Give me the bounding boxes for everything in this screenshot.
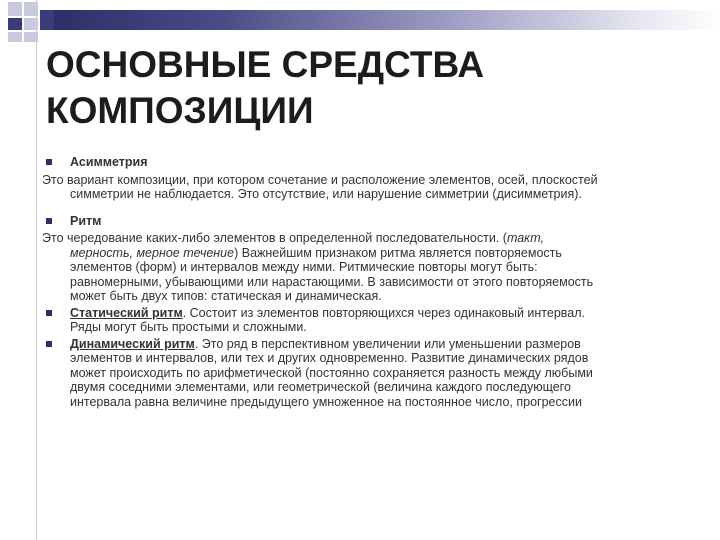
dynamic-rhythm-line-5: интервала равна величине предыдущего умноженное на постоянное число, прогрессии bbox=[70, 394, 582, 409]
decor-square-3 bbox=[40, 10, 54, 30]
asymmetry-text bbox=[42, 173, 682, 202]
rhythm-text bbox=[42, 231, 682, 304]
rhythm-text-a: Это чередование каких-либо элементов в определенной последовательности. ( bbox=[42, 231, 507, 245]
asymmetry-text-line-1: Это вариант композиции, при котором сочетание и расположение элементов, осей, плоскостей bbox=[42, 172, 598, 187]
dynamic-rhythm-text-1: . Это ряд в перспективном увеличении или уменьшении размеров bbox=[194, 336, 581, 351]
slide-title bbox=[46, 42, 686, 134]
asymmetry-heading: Асимметрия bbox=[70, 155, 148, 169]
rhythm-heading: Ритм bbox=[70, 213, 102, 228]
rhythm-text-b: ) Важнейшим признаком ритма является повторяемость bbox=[234, 245, 562, 260]
square-bullet-icon bbox=[46, 341, 52, 347]
dynamic-rhythm-line-2: элементов и интервалов, или тех и других одновременно. Развитие динамических рядов bbox=[70, 351, 589, 365]
bullet-dynamic-rhythm bbox=[42, 337, 682, 410]
bullet-asymmetry bbox=[42, 155, 682, 170]
title-line-2: КОМПОЗИЦИИ bbox=[46, 90, 314, 131]
decor-gradient-bar bbox=[54, 10, 720, 30]
static-rhythm-text-1: . Состоит из элементов повторяющихся через одинаковый интервал. bbox=[182, 305, 586, 320]
square-bullet-icon bbox=[46, 159, 52, 165]
bullet-static-rhythm bbox=[42, 306, 682, 335]
static-rhythm-text-2: Ряды могут быть простыми и сложными. bbox=[70, 320, 307, 334]
rhythm-line-5: может быть двух типов: статическая и динамическая. bbox=[70, 289, 382, 303]
static-rhythm-term: Статический ритм bbox=[70, 305, 183, 320]
rhythm-italic-2: мерность, мерное течение bbox=[70, 245, 235, 260]
rhythm-italic-1: такт, bbox=[506, 231, 544, 245]
decor-square-1 bbox=[8, 2, 22, 16]
square-bullet-icon bbox=[46, 218, 52, 224]
decor-square-4 bbox=[8, 18, 22, 30]
rhythm-line-4: равномерными, убывающими или нарастающими. В зависимости от этого повторяемость bbox=[70, 274, 594, 289]
title-line-1: ОСНОВНЫЕ СРЕДСТВА bbox=[46, 44, 485, 85]
bullet-rhythm bbox=[42, 214, 682, 229]
decor-square-7 bbox=[24, 32, 38, 42]
dynamic-rhythm-line-4: двумя соседними элементами, или геометрической (величина каждого последующего bbox=[70, 380, 571, 394]
square-bullet-icon bbox=[46, 310, 52, 316]
asymmetry-text-line-2: симметрии не наблюдается. Это отсутствие, или нарушение симметрии (дисимметрия). bbox=[70, 187, 582, 201]
rhythm-line-3: элементов (форм) и интервалов между ними. Ритмические повторы могут быть: bbox=[70, 260, 538, 274]
decor-square-5 bbox=[24, 18, 38, 30]
decor-square-2 bbox=[24, 2, 38, 16]
decor-square-6 bbox=[8, 32, 22, 42]
slide-content bbox=[42, 155, 682, 409]
dynamic-rhythm-line-3: может происходить по арифметической (постоянно сохраняется разность между любыми bbox=[70, 365, 593, 380]
dynamic-rhythm-term: Динамический ритм bbox=[70, 336, 195, 351]
decor-vertical-line bbox=[36, 0, 37, 540]
